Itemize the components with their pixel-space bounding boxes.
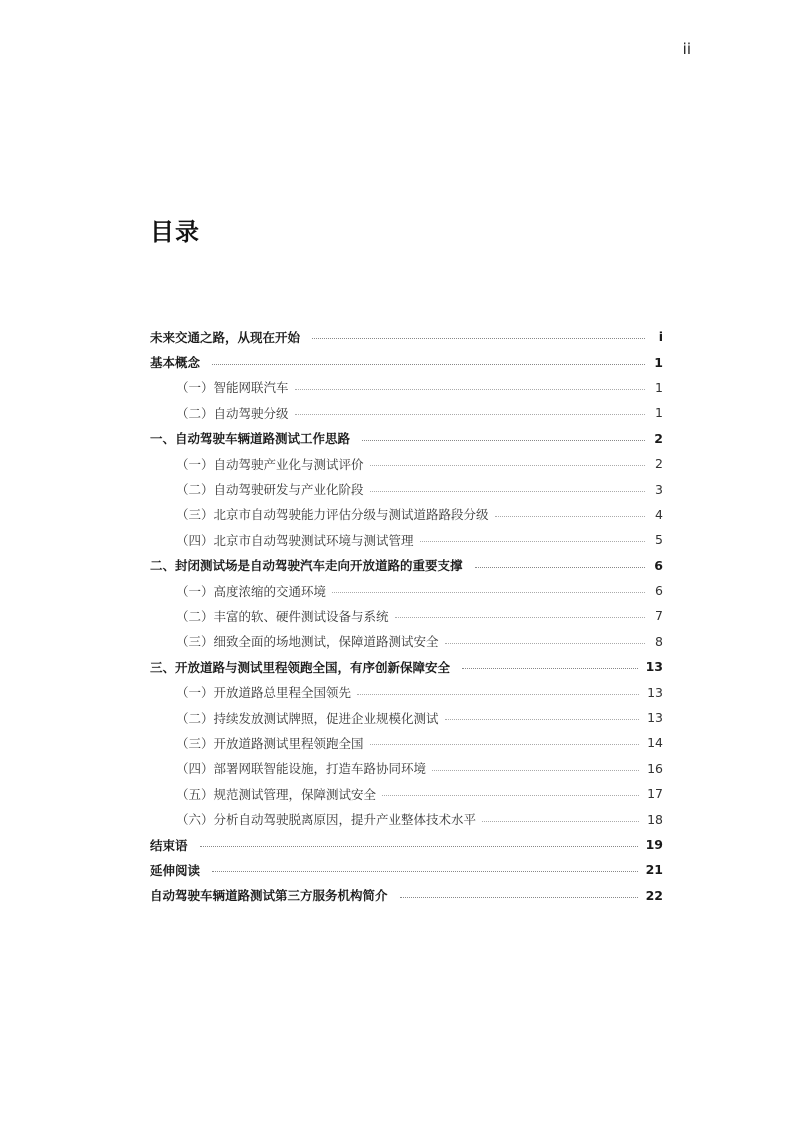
toc-entry[interactable] bbox=[150, 806, 663, 831]
dot-leader bbox=[370, 491, 645, 492]
toc-entry-page: 16 bbox=[647, 760, 663, 776]
toc-entry-page: 18 bbox=[647, 811, 663, 827]
toc-entry[interactable] bbox=[150, 781, 663, 806]
toc-entry[interactable] bbox=[150, 451, 663, 476]
toc-entry-page: 22 bbox=[645, 887, 663, 903]
toc-entry[interactable] bbox=[150, 476, 663, 501]
toc-entry[interactable] bbox=[150, 502, 663, 527]
toc-entry[interactable] bbox=[150, 553, 663, 578]
toc-entry-page: 1 bbox=[655, 379, 663, 395]
toc-entry[interactable] bbox=[150, 603, 663, 628]
dot-leader bbox=[482, 821, 639, 822]
dot-leader bbox=[395, 617, 645, 618]
dot-leader bbox=[332, 592, 645, 593]
dot-leader bbox=[212, 871, 638, 872]
toc-entry-page: 21 bbox=[645, 862, 663, 878]
dot-leader bbox=[475, 567, 645, 568]
toc-entry-label: （一）智能网联汽车 bbox=[176, 380, 289, 396]
dot-leader bbox=[400, 897, 638, 898]
dot-leader bbox=[420, 541, 645, 542]
toc-entry[interactable] bbox=[150, 400, 663, 425]
toc-entry-label: 二、封闭测试场是自动驾驶汽车走向开放道路的重要支撑 bbox=[150, 558, 463, 574]
toc-entry-label: （二）丰富的软、硬件测试设备与系统 bbox=[176, 608, 389, 624]
toc-entry-page: 7 bbox=[655, 608, 663, 624]
toc-entry-label: （一）自动驾驶产业化与测试评价 bbox=[176, 456, 364, 472]
toc-entry[interactable] bbox=[150, 426, 663, 451]
dot-leader bbox=[382, 795, 639, 796]
toc-entry-page: i bbox=[658, 329, 663, 345]
toc-entry-page: 19 bbox=[645, 837, 663, 852]
toc-entry-page: 2 bbox=[654, 430, 663, 446]
toc-entry-label: 结束语 bbox=[150, 837, 188, 853]
toc-entry-page: 4 bbox=[655, 506, 663, 522]
dot-leader bbox=[462, 668, 638, 669]
toc-entry[interactable] bbox=[150, 832, 663, 857]
toc-entry-label: 未来交通之路，从现在开始 bbox=[150, 329, 301, 345]
dot-leader bbox=[432, 770, 639, 771]
dot-leader bbox=[357, 694, 639, 695]
toc-entry[interactable] bbox=[150, 349, 663, 374]
toc-entry-label: （一）高度浓缩的交通环境 bbox=[176, 583, 327, 599]
dot-leader bbox=[370, 465, 645, 466]
toc-entry-label: 一、自动驾驶车辆道路测试工作思路 bbox=[150, 431, 351, 447]
toc-entry-label: （四）部署网联智能设施，打造车路协同环境 bbox=[176, 761, 427, 777]
toc-entry-label: （六）分析自动驾驶脱离原因，提升产业整体技术水平 bbox=[176, 812, 477, 828]
toc-entry-page: 6 bbox=[654, 557, 663, 573]
dot-leader bbox=[212, 364, 645, 365]
toc-entry-label: 自动驾驶车辆道路测试第三方服务机构简介 bbox=[150, 888, 388, 904]
toc-entry-page: 6 bbox=[655, 583, 663, 599]
dot-leader bbox=[295, 414, 645, 415]
toc-entry-label: （五）规范测试管理，保障测试安全 bbox=[176, 786, 377, 802]
dot-leader bbox=[445, 719, 640, 720]
toc-entry-page: 13 bbox=[647, 684, 663, 700]
toc-entry[interactable] bbox=[150, 578, 663, 603]
toc-entry-label: （二）持续发放测试牌照，促进企业规模化测试 bbox=[176, 710, 439, 726]
toc-entry-page: 1 bbox=[655, 405, 663, 421]
toc-entry[interactable] bbox=[150, 324, 663, 349]
toc-entry[interactable] bbox=[150, 654, 663, 679]
table-of-contents bbox=[150, 324, 663, 908]
toc-entry-label: 延伸阅读 bbox=[150, 862, 201, 878]
toc-entry-page: 13 bbox=[645, 659, 663, 675]
toc-entry[interactable] bbox=[150, 679, 663, 704]
toc-entry-label: （一）开放道路总里程全国领先 bbox=[176, 685, 352, 701]
dot-leader bbox=[370, 744, 640, 745]
toc-entry-label: 三、开放道路与测试里程领跑全国，有序创新保障安全 bbox=[150, 659, 451, 675]
toc-entry-label: （二）自动驾驶研发与产业化阶段 bbox=[176, 482, 364, 498]
toc-entry[interactable] bbox=[150, 527, 663, 552]
dot-leader bbox=[362, 440, 645, 441]
toc-entry-page: 3 bbox=[655, 481, 663, 497]
toc-entry[interactable] bbox=[150, 756, 663, 781]
toc-entry-page: 13 bbox=[647, 710, 663, 726]
toc-entry-page: 17 bbox=[647, 786, 663, 802]
toc-entry-label: （三）细致全面的场地测试，保障道路测试安全 bbox=[176, 634, 439, 650]
page-number: ii bbox=[682, 40, 691, 58]
toc-entry[interactable] bbox=[150, 629, 663, 654]
toc-entry-page: 1 bbox=[654, 354, 663, 370]
dot-leader bbox=[312, 338, 645, 339]
toc-entry-page: 8 bbox=[655, 633, 663, 649]
toc-entry-label: （四）北京市自动驾驶测试环境与测试管理 bbox=[176, 532, 414, 548]
toc-entry-page: 14 bbox=[647, 735, 663, 751]
toc-entry[interactable] bbox=[150, 857, 663, 882]
toc-entry[interactable] bbox=[150, 375, 663, 400]
toc-entry-page: 2 bbox=[655, 456, 663, 472]
toc-entry[interactable] bbox=[150, 705, 663, 730]
page-title: 目录 bbox=[150, 218, 200, 246]
toc-entry[interactable] bbox=[150, 883, 663, 908]
dot-leader bbox=[445, 643, 645, 644]
toc-entry-label: （三）开放道路测试里程领跑全国 bbox=[176, 735, 364, 751]
dot-leader bbox=[295, 389, 645, 390]
dot-leader bbox=[495, 516, 645, 517]
toc-entry[interactable] bbox=[150, 730, 663, 755]
toc-entry-label: （三）北京市自动驾驶能力评估分级与测试道路路段分级 bbox=[176, 507, 489, 523]
dot-leader bbox=[200, 846, 638, 847]
toc-entry-page: 5 bbox=[655, 532, 663, 548]
toc-entry-label: （二）自动驾驶分级 bbox=[176, 405, 289, 421]
toc-entry-label: 基本概念 bbox=[150, 355, 201, 371]
